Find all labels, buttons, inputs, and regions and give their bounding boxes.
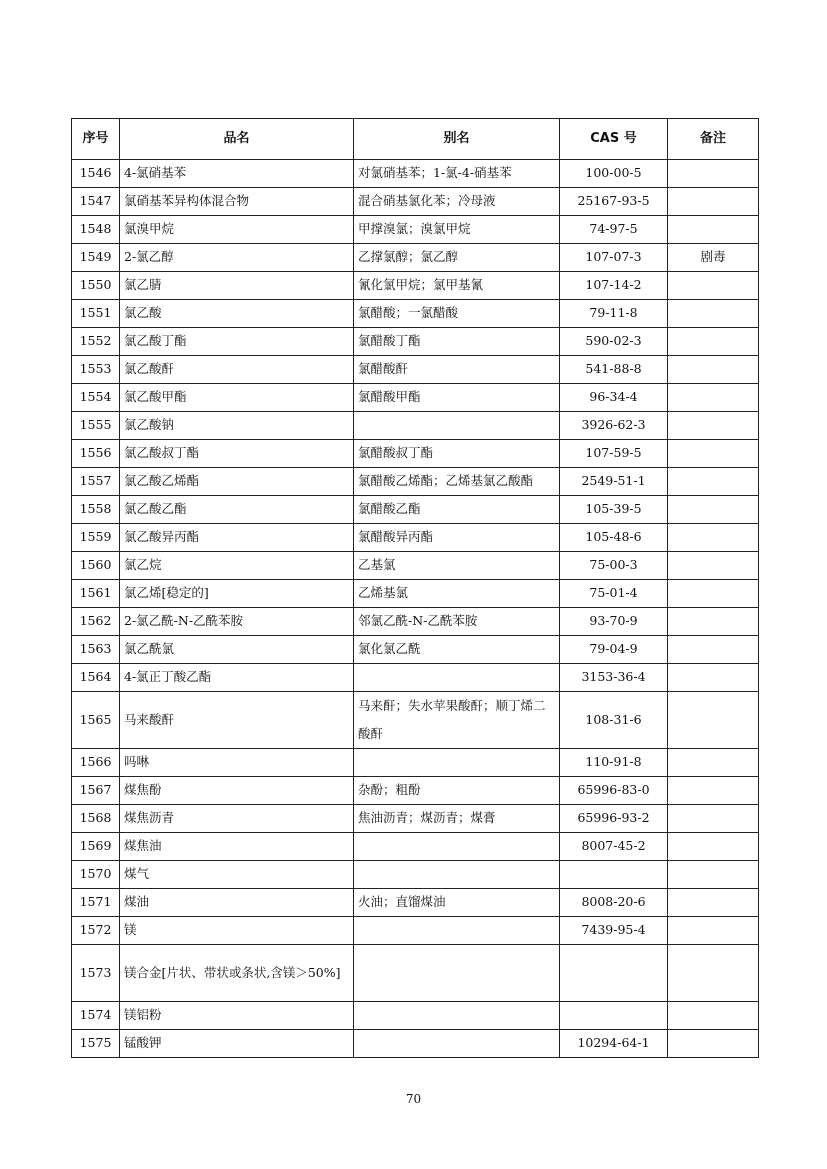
cell-alias: 火油；直馏煤油 <box>354 889 560 917</box>
cell-note <box>668 384 759 412</box>
cell-number: 1572 <box>72 917 120 945</box>
page-number: 70 <box>405 1092 422 1106</box>
cell-number: 1562 <box>72 608 120 636</box>
table-row <box>72 412 759 440</box>
header-note: 备注 <box>668 119 759 160</box>
cell-cas: 74-97-5 <box>560 216 668 244</box>
cell-note <box>668 440 759 468</box>
cell-name: 2-氯乙酰-N-乙酰苯胺 <box>120 608 354 636</box>
cell-number: 1566 <box>72 749 120 777</box>
cell-alias <box>354 945 560 1002</box>
cell-number: 1546 <box>72 160 120 188</box>
cell-note <box>668 805 759 833</box>
cell-number: 1548 <box>72 216 120 244</box>
cell-name: 氯乙酸乙酯 <box>120 496 354 524</box>
cell-alias: 对氯硝基苯；1-氯-4-硝基苯 <box>354 160 560 188</box>
table-row <box>72 664 759 692</box>
cell-note <box>668 1030 759 1058</box>
cell-number: 1564 <box>72 664 120 692</box>
cell-cas: 8008-20-6 <box>560 889 668 917</box>
cell-number: 1558 <box>72 496 120 524</box>
cell-name: 氯硝基苯异构体混合物 <box>120 188 354 216</box>
cell-note: 剧毒 <box>668 244 759 272</box>
table-row <box>72 244 759 272</box>
table-header-row <box>72 119 759 160</box>
cell-name: 氯乙酸异丙酯 <box>120 524 354 552</box>
cell-cas <box>560 1002 668 1030</box>
cell-number: 1568 <box>72 805 120 833</box>
cell-name: 煤焦油 <box>120 833 354 861</box>
cell-cas: 107-14-2 <box>560 272 668 300</box>
header-name: 品名 <box>120 119 354 160</box>
table-row <box>72 272 759 300</box>
table-row <box>72 300 759 328</box>
cell-name: 镁合金[片状、带状或条状,含镁＞50%] <box>120 945 354 1002</box>
cell-name: 镁铝粉 <box>120 1002 354 1030</box>
table-row <box>72 917 759 945</box>
cell-number: 1551 <box>72 300 120 328</box>
cell-note <box>668 300 759 328</box>
cell-cas: 96-34-4 <box>560 384 668 412</box>
cell-number: 1559 <box>72 524 120 552</box>
cell-alias: 焦油沥青；煤沥青；煤膏 <box>354 805 560 833</box>
cell-name: 锰酸钾 <box>120 1030 354 1058</box>
cell-number: 1563 <box>72 636 120 664</box>
cell-note <box>668 749 759 777</box>
table-row <box>72 216 759 244</box>
cell-alias: 氯醋酸丁酯 <box>354 328 560 356</box>
cell-name: 氯乙酸乙烯酯 <box>120 468 354 496</box>
cell-name: 煤气 <box>120 861 354 889</box>
cell-name: 氯乙酸叔丁酯 <box>120 440 354 468</box>
cell-note <box>668 608 759 636</box>
cell-cas: 8007-45-2 <box>560 833 668 861</box>
cell-note <box>668 328 759 356</box>
cell-alias <box>354 412 560 440</box>
cell-alias <box>354 833 560 861</box>
cell-alias: 氯化氯乙酰 <box>354 636 560 664</box>
table-row <box>72 328 759 356</box>
cell-cas: 75-01-4 <box>560 580 668 608</box>
cell-cas: 10294-64-1 <box>560 1030 668 1058</box>
cell-cas: 110-91-8 <box>560 749 668 777</box>
cell-cas: 105-39-5 <box>560 496 668 524</box>
cell-alias: 甲撑溴氯；溴氯甲烷 <box>354 216 560 244</box>
cell-alias <box>354 664 560 692</box>
cell-name: 2-氯乙醇 <box>120 244 354 272</box>
table-row <box>72 945 759 1002</box>
cell-alias: 乙基氯 <box>354 552 560 580</box>
cell-cas: 107-07-3 <box>560 244 668 272</box>
cell-note <box>668 1002 759 1030</box>
cell-number: 1573 <box>72 945 120 1002</box>
cell-alias <box>354 917 560 945</box>
chemical-table <box>71 118 759 1058</box>
cell-note <box>668 692 759 749</box>
cell-note <box>668 945 759 1002</box>
cell-note <box>668 216 759 244</box>
table-row <box>72 1030 759 1058</box>
cell-alias: 马来酐；失水苹果酸酐；顺丁烯二酸酐 <box>354 692 560 749</box>
cell-cas: 2549-51-1 <box>560 468 668 496</box>
cell-name: 煤油 <box>120 889 354 917</box>
cell-note <box>668 160 759 188</box>
header-no: 序号 <box>72 119 120 160</box>
cell-name: 氯乙酸丁酯 <box>120 328 354 356</box>
cell-alias: 乙烯基氯 <box>354 580 560 608</box>
table-row <box>72 692 759 749</box>
table-row <box>72 889 759 917</box>
table-row <box>72 1002 759 1030</box>
cell-number: 1565 <box>72 692 120 749</box>
cell-alias: 氯醋酸叔丁酯 <box>354 440 560 468</box>
cell-name: 煤焦酚 <box>120 777 354 805</box>
cell-cas: 3153-36-4 <box>560 664 668 692</box>
cell-alias: 乙撑氯醇；氯乙醇 <box>354 244 560 272</box>
cell-name: 煤焦沥青 <box>120 805 354 833</box>
cell-cas: 100-00-5 <box>560 160 668 188</box>
cell-name: 氯乙酰氯 <box>120 636 354 664</box>
cell-note <box>668 833 759 861</box>
cell-number: 1547 <box>72 188 120 216</box>
table-row <box>72 636 759 664</box>
cell-name: 氯乙酸甲酯 <box>120 384 354 412</box>
table-row <box>72 188 759 216</box>
cell-number: 1575 <box>72 1030 120 1058</box>
cell-cas: 7439-95-4 <box>560 917 668 945</box>
table-row <box>72 356 759 384</box>
table-row <box>72 496 759 524</box>
cell-cas: 79-11-8 <box>560 300 668 328</box>
table-row <box>72 749 759 777</box>
cell-cas: 541-88-8 <box>560 356 668 384</box>
cell-cas: 107-59-5 <box>560 440 668 468</box>
cell-alias: 氯醋酸乙酯 <box>354 496 560 524</box>
cell-alias: 氰化氯甲烷；氯甲基氰 <box>354 272 560 300</box>
cell-alias <box>354 861 560 889</box>
table-row <box>72 440 759 468</box>
table-row <box>72 861 759 889</box>
table-row <box>72 160 759 188</box>
cell-name: 氯乙烯[稳定的] <box>120 580 354 608</box>
cell-number: 1567 <box>72 777 120 805</box>
cell-note <box>668 188 759 216</box>
cell-name: 氯乙酸酐 <box>120 356 354 384</box>
cell-name: 马来酸酐 <box>120 692 354 749</box>
cell-alias <box>354 1030 560 1058</box>
cell-cas: 105-48-6 <box>560 524 668 552</box>
cell-note <box>668 468 759 496</box>
cell-note <box>668 552 759 580</box>
table-row <box>72 608 759 636</box>
cell-number: 1549 <box>72 244 120 272</box>
cell-note <box>668 664 759 692</box>
cell-cas: 65996-93-2 <box>560 805 668 833</box>
cell-note <box>668 636 759 664</box>
cell-name: 氯乙烷 <box>120 552 354 580</box>
cell-number: 1555 <box>72 412 120 440</box>
cell-number: 1557 <box>72 468 120 496</box>
cell-number: 1552 <box>72 328 120 356</box>
cell-number: 1570 <box>72 861 120 889</box>
header-cas: CAS 号 <box>560 119 668 160</box>
cell-cas <box>560 945 668 1002</box>
cell-number: 1561 <box>72 580 120 608</box>
cell-alias <box>354 1002 560 1030</box>
cell-alias: 氯醋酸异丙酯 <box>354 524 560 552</box>
cell-number: 1571 <box>72 889 120 917</box>
cell-note <box>668 412 759 440</box>
cell-name: 氯溴甲烷 <box>120 216 354 244</box>
cell-alias: 氯醋酸酐 <box>354 356 560 384</box>
cell-alias: 氯醋酸乙烯酯；乙烯基氯乙酸酯 <box>354 468 560 496</box>
cell-alias: 杂酚；粗酚 <box>354 777 560 805</box>
cell-cas: 25167-93-5 <box>560 188 668 216</box>
table-row <box>72 552 759 580</box>
cell-cas: 93-70-9 <box>560 608 668 636</box>
cell-alias <box>354 749 560 777</box>
cell-number: 1550 <box>72 272 120 300</box>
cell-note <box>668 861 759 889</box>
table-row <box>72 833 759 861</box>
table-row <box>72 580 759 608</box>
cell-name: 4-氯正丁酸乙酯 <box>120 664 354 692</box>
cell-alias: 混合硝基氯化苯；冷母液 <box>354 188 560 216</box>
cell-name: 4-氯硝基苯 <box>120 160 354 188</box>
cell-note <box>668 777 759 805</box>
cell-name: 氯乙酸 <box>120 300 354 328</box>
header-alias: 别名 <box>354 119 560 160</box>
cell-number: 1553 <box>72 356 120 384</box>
cell-note <box>668 272 759 300</box>
cell-number: 1556 <box>72 440 120 468</box>
cell-note <box>668 580 759 608</box>
cell-note <box>668 496 759 524</box>
cell-alias: 邻氯乙酰-N-乙酰苯胺 <box>354 608 560 636</box>
cell-name: 氯乙腈 <box>120 272 354 300</box>
cell-cas: 65996-83-0 <box>560 777 668 805</box>
table-row <box>72 468 759 496</box>
table-row <box>72 384 759 412</box>
cell-note <box>668 356 759 384</box>
cell-number: 1554 <box>72 384 120 412</box>
cell-cas <box>560 861 668 889</box>
cell-cas: 3926-62-3 <box>560 412 668 440</box>
table-row <box>72 777 759 805</box>
cell-number: 1560 <box>72 552 120 580</box>
cell-note <box>668 889 759 917</box>
table-row <box>72 524 759 552</box>
cell-number: 1574 <box>72 1002 120 1030</box>
cell-name: 吗啉 <box>120 749 354 777</box>
cell-cas: 108-31-6 <box>560 692 668 749</box>
cell-name: 镁 <box>120 917 354 945</box>
cell-alias: 氯醋酸；一氯醋酸 <box>354 300 560 328</box>
cell-note <box>668 917 759 945</box>
cell-cas: 75-00-3 <box>560 552 668 580</box>
cell-cas: 590-02-3 <box>560 328 668 356</box>
cell-cas: 79-04-9 <box>560 636 668 664</box>
cell-note <box>668 524 759 552</box>
table-row <box>72 805 759 833</box>
cell-number: 1569 <box>72 833 120 861</box>
cell-name: 氯乙酸钠 <box>120 412 354 440</box>
cell-alias: 氯醋酸甲酯 <box>354 384 560 412</box>
